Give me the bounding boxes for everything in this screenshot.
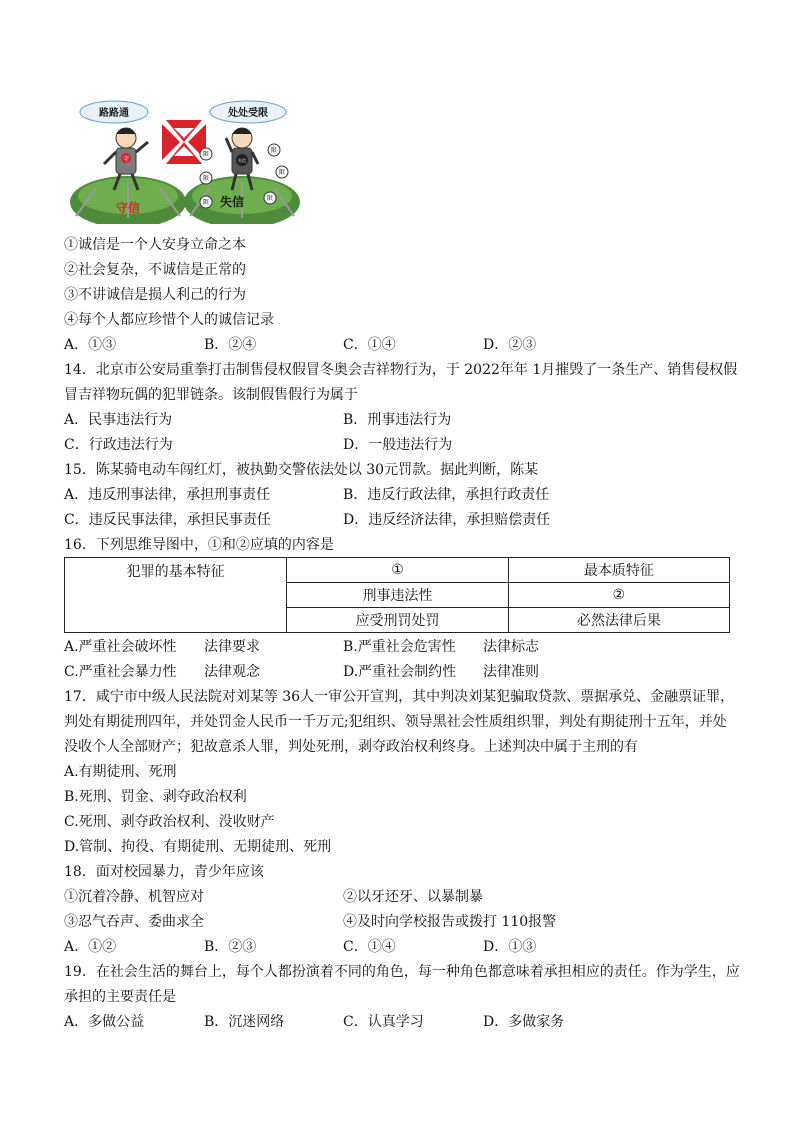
limit-badge: 限 [266,195,274,202]
q17-option-d[interactable]: D.管制、拘役、有期徒刑、无期徒刑、死刑 [64,839,332,855]
q17-option-c[interactable]: C.死刑、剥夺政治权利、没收财产 [64,814,275,830]
q15-stem: 15．陈某骑电动车闯红灯，被执勤交警依法处以 30元罚款。据此判断，陈某 [64,462,539,478]
q14-stem-line2: 冒吉祥物玩偶的犯罪链条。该制假售假行为属于 [64,387,358,403]
q19-option-d[interactable]: D．多做家务 [483,1014,565,1030]
q13-statement-4: ④每个人都应珍惜个人的诚信记录 [64,312,274,328]
q16-option-b[interactable] [343,638,539,656]
q14-option-a[interactable]: A．民事违法行为 [64,412,173,428]
q16-option-b-text2: 法律标志 [483,639,539,655]
q15-option-b[interactable]: B．违反行政法律，承担行政责任 [343,487,550,503]
q14-option-d[interactable]: D．一般违法行为 [343,437,453,453]
table-cell-r2c3: ② [508,583,729,608]
q16-option-c-text2: 法律观念 [204,664,260,680]
q17-stem-line1: 17．咸宁市中级人民法院对刘某等 36人一审公开宣判，其中判决刘某犯骗取贷款、票据承兑、金融票证罪， [64,689,735,705]
q17-option-a[interactable]: A.有期徒刑、死刑 [64,764,177,780]
q14-option-b[interactable]: B．刑事违法行为 [343,412,452,428]
table-cell-r3c3: 必然法律后果 [508,608,729,633]
q16-option-d[interactable] [343,663,539,681]
q19-stem-line1: 19．在社会生活的舞台上，每个人都扮演着不同的角色，每一种角色都意味着承担相应的责任。作为学生，应 [64,964,740,980]
q16-option-d-text2: 法律准则 [483,664,539,680]
mind-map-table [64,557,730,633]
q13-option-a[interactable]: A．①③ [64,337,117,353]
q16-option-b-text: B.严重社会危害性 [343,639,456,655]
honesty-cartoon [66,98,302,224]
table-head-cell: 犯罪的基本特征 [65,558,287,633]
q16-option-a-text: A.严重社会破坏性 [64,639,177,655]
q16-option-a[interactable] [64,638,260,656]
left-sign: 路路通 [99,108,129,119]
q19-option-a[interactable]: A．多做公益 [64,1014,145,1030]
q13-statement-2: ②社会复杂，不诚信是正常的 [64,262,246,278]
limit-badge: 限 [202,151,210,158]
q19-stem-line2: 承担的主要责任是 [64,989,176,1005]
q18-statement-3: ③忍气吞声、委曲求全 [64,914,204,930]
q13-option-c[interactable]: C．①④ [343,337,396,353]
q13-option-d[interactable]: D．②③ [483,337,537,353]
q19-option-c[interactable]: C．认真学习 [343,1014,424,1030]
q16-option-d-text: D.严重社会制约性 [343,664,457,680]
q18-statement-2: ②以牙还牙、以暴制暴 [343,889,483,905]
q17-stem-line2: 判处有期徒刑四年，并处罚金人民币一千万元;犯组织、领导黑社会性质组织罪，判处有期徒刑十五年，并处 [64,714,727,730]
table-cell-r2c2: 刑事违法性 [287,583,508,608]
q16-option-c[interactable] [64,663,260,681]
table-cell-r1c2: ① [287,558,508,583]
q17-option-b[interactable]: B.死刑、罚金、剥夺政治权利 [64,789,247,805]
q13-statement-3: ③不讲诚信是损人利己的行为 [64,287,246,303]
q18-stem: 18．面对校园暴力，青少年应该 [64,864,264,880]
q14-option-c[interactable]: C．行政违法行为 [64,437,173,453]
right-label: 失信 [219,195,245,209]
q16-option-c-text: C.严重社会暴力性 [64,664,177,680]
q13-option-b[interactable]: B．②④ [204,337,257,353]
limit-badge: 限 [270,147,278,154]
q17-stem-line3: 没收个人全部财产；犯故意杀人罪，判处死刑，剥夺政治权利终身。上述判决中属于主刑的有 [64,739,638,755]
limit-badge: 限 [278,169,286,176]
table-cell-r3c2: 应受刑罚处罚 [287,608,508,633]
q18-option-a[interactable]: A．①② [64,939,117,955]
q18-option-b[interactable]: B．②③ [204,939,257,955]
q18-option-c[interactable]: C．①④ [343,939,396,955]
limit-badge: 限 [202,199,210,206]
q18-option-d[interactable]: D．①③ [483,939,537,955]
table-cell-r1c3: 最本质特征 [508,558,729,583]
q15-option-a[interactable]: A．违反刑事法律，承担刑事责任 [64,487,271,503]
q15-option-c[interactable]: C．违反民事法律，承担民事责任 [64,512,271,528]
q18-statement-1: ①沉着冷静、机智应对 [64,889,204,905]
q15-option-d[interactable]: D．违反经济法律，承担赔偿责任 [343,512,551,528]
left-label: 守信 [115,201,141,215]
q13-statement-1: ①诚信是一个人安身立命之本 [64,237,246,253]
q16-option-a-text2: 法律要求 [204,639,260,655]
q19-option-b[interactable]: B．沉迷网络 [204,1014,285,1030]
q18-statement-4: ④及时向学校报告或拨打 110报警 [343,914,557,930]
left-chest-label: 守 [122,156,130,163]
right-chest-label: 失信 [238,158,246,163]
limit-badge: 限 [202,175,210,182]
q16-stem: 16．下列思维导图中，①和②应填的内容是 [64,537,334,553]
q14-stem-line1: 14．北京市公安局重拳打击制售侵权假冒冬奥会吉祥物行为，于 2022年年 1月摧毁了一条生产、销售侵权假 [64,362,738,378]
right-sign: 处处受限 [228,108,268,119]
